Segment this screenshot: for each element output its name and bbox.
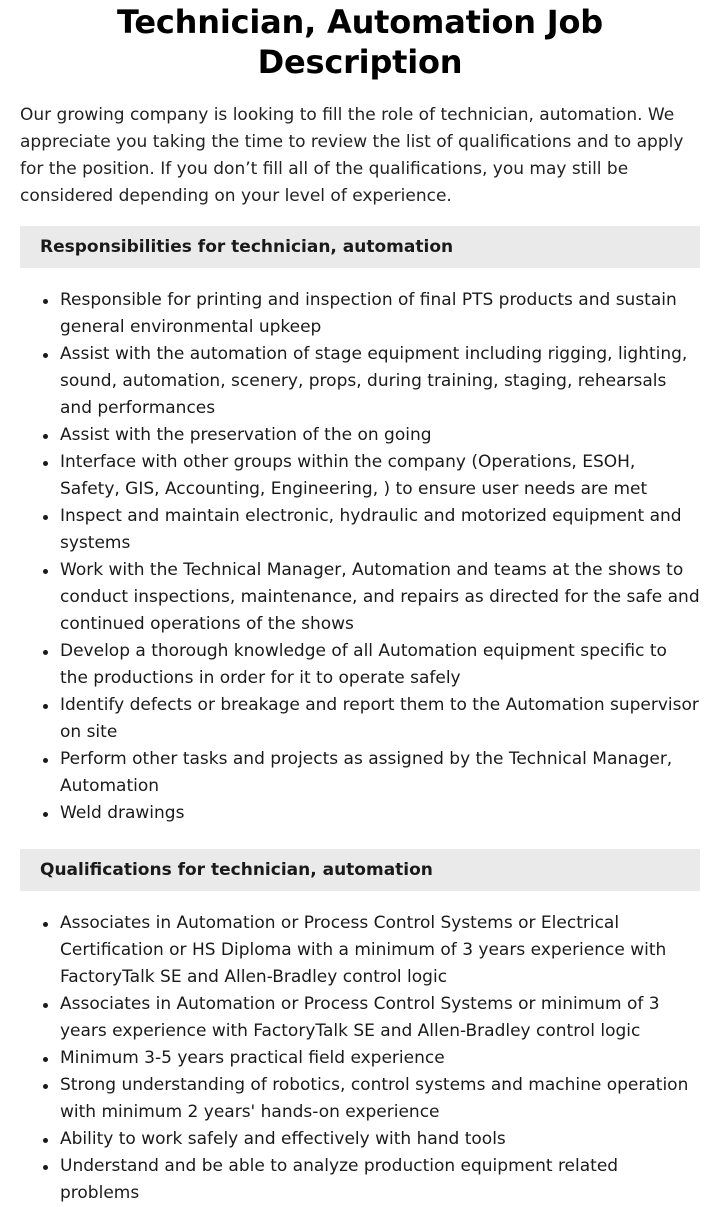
list-item: Inspect and maintain electronic, hydraulic and motorized equipment and systems xyxy=(60,503,700,557)
list-item: Perform other tasks and projects as assigned by the Technical Manager, Automation xyxy=(60,746,700,800)
list-item: Identify defects or breakage and report them to the Automation supervisor on site xyxy=(60,692,700,746)
list-item: Interface with other groups within the company (Operations, ESOH, Safety, GIS, Accounting, Engineering, ) to ensure user needs are met xyxy=(60,449,700,503)
list-item: Develop a thorough knowledge of all Automation equipment specific to the productions in order for it to operate safely xyxy=(60,638,700,692)
list-item: Associates in Automation or Process Control Systems or Electrical Certification or HS Diploma with a minimum of 3 years experience with FactoryTalk SE and Allen-Bradley control logic xyxy=(60,910,700,991)
list-item: Minimum 3-5 years practical field experience xyxy=(60,1045,700,1072)
list-item: Assist with the preservation of the on going xyxy=(60,422,700,449)
intro-paragraph: Our growing company is looking to fill the role of technician, automation. We appreciate you taking the time to review the list of qualifications and to apply for the position. If you don’t fill all of the qualifications, you may still be considered depending on your level of experience. xyxy=(20,105,684,206)
responsibilities-heading: Responsibilities for technician, automation xyxy=(20,226,700,268)
qualifications-heading: Qualifications for technician, automation xyxy=(20,849,700,891)
page-title: Technician, Automation Job Description xyxy=(117,3,603,81)
list-item: Ability to work safely and effectively with hand tools xyxy=(60,1126,700,1153)
list-item: Understand and be able to analyze production equipment related problems xyxy=(60,1153,700,1207)
list-item: Associates in Automation or Process Control Systems or minimum of 3 years experience with FactoryTalk SE and Allen-Bradley control logic xyxy=(60,991,700,1045)
list-item: Weld drawings xyxy=(60,800,700,827)
list-item: Work with the Technical Manager, Automation and teams at the shows to conduct inspections, maintenance, and repairs as directed for the safe and continued operations of the shows xyxy=(60,557,700,638)
list-item: Responsible for printing and inspection of final PTS products and sustain general environmental upkeep xyxy=(60,287,700,341)
list-item: Strong understanding of robotics, control systems and machine operation with minimum 2 years' hands-on experience xyxy=(60,1072,700,1126)
list-item: Assist with the automation of stage equipment including rigging, lighting, sound, automation, scenery, props, during training, staging, rehearsals and performances xyxy=(60,341,700,422)
responsibilities-list xyxy=(20,287,700,827)
qualifications-list xyxy=(20,910,700,1207)
